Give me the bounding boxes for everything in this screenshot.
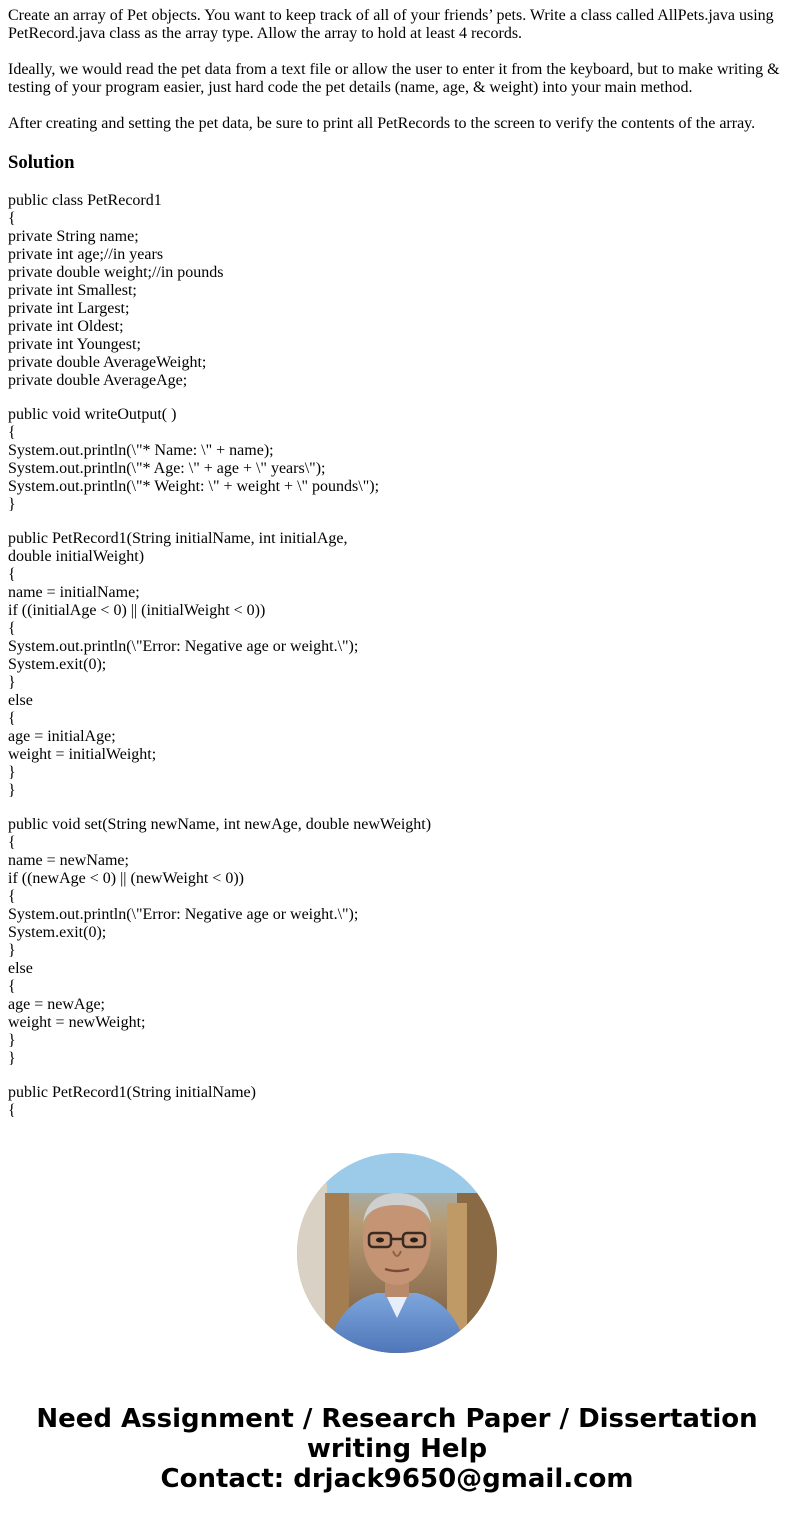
code-line: System.exit(0);: [8, 656, 107, 673]
code-line: private double AverageAge;: [8, 372, 188, 389]
code-line: public PetRecord1(String initialName, int initialAge,: [8, 530, 348, 547]
code-line: private double AverageWeight;: [8, 354, 207, 371]
code-line: else: [8, 692, 33, 709]
code-line: if ((newAge < 0) || (newWeight < 0)): [8, 870, 244, 887]
code-line: public PetRecord1(String initialName): [8, 1084, 256, 1101]
code-line: }: [8, 764, 16, 781]
promo-line-2: writing Help: [306, 1434, 488, 1464]
code-line: {: [8, 834, 16, 851]
code-line: private int Oldest;: [8, 318, 124, 335]
code-line: [8, 390, 786, 406]
code-line: {: [8, 710, 16, 727]
code-line: {: [8, 620, 16, 637]
code-line: {: [8, 888, 16, 905]
code-line: {: [8, 210, 16, 227]
code-line: [8, 514, 786, 530]
code-line: }: [8, 1032, 16, 1049]
code-line: double initialWeight): [8, 548, 145, 565]
code-line: name = newName;: [8, 852, 129, 869]
code-line: private double weight;//in pounds: [8, 264, 224, 281]
promo-line-1: Need Assignment / Research Paper / Dissertation: [36, 1404, 758, 1434]
promo-footer: [0, 1404, 794, 1494]
code-line: private int age;//in years: [8, 246, 164, 263]
code-line: age = newAge;: [8, 996, 105, 1013]
code-line: {: [8, 1102, 16, 1119]
code-line: private int Youngest;: [8, 336, 141, 353]
code-line: System.out.println(\"* Name: \" + name);: [8, 442, 274, 459]
code-line: public class PetRecord1: [8, 192, 162, 209]
code-line: age = initialAge;: [8, 728, 116, 745]
code-line: {: [8, 978, 16, 995]
code-line: else: [8, 960, 33, 977]
promo-contact: Contact: drjack9650@gmail.com: [160, 1464, 634, 1494]
code-line: if ((initialAge < 0) || (initialWeight < 0)): [8, 602, 266, 619]
code-line: [8, 800, 786, 816]
code-line: public void writeOutput( ): [8, 406, 177, 423]
code-line: private String name;: [8, 228, 139, 245]
code-line: System.out.println(\"Error: Negative age or weight.\");: [8, 638, 359, 655]
code-line: System.out.println(\"Error: Negative age or weight.\");: [8, 906, 359, 923]
question-paragraph-1: Create an array of Pet objects. You want to keep track of all of your friends’ pets. Write a class called AllPets.java using PetRecord.java class as the array type. Allow the array to hold at least 4 records.: [8, 7, 774, 42]
author-portrait-icon: [297, 1153, 497, 1353]
code-line: name = initialName;: [8, 584, 140, 601]
code-line: weight = newWeight;: [8, 1014, 146, 1031]
code-line: private int Smallest;: [8, 282, 137, 299]
code-line: weight = initialWeight;: [8, 746, 157, 763]
code-line: }: [8, 1050, 16, 1067]
question-paragraph-2: Ideally, we would read the pet data from a text file or allow the user to enter it from the keyboard, but to make writing & testing of your program easier, just hard code the pet details (name, age, & weight) into your main method.: [8, 61, 780, 96]
code-line: {: [8, 424, 16, 441]
solution-heading: Solution: [8, 152, 75, 173]
code-line: [8, 1068, 786, 1084]
code-line: private int Largest;: [8, 300, 130, 317]
code-line: }: [8, 496, 16, 513]
code-line: {: [8, 566, 16, 583]
code-line: }: [8, 942, 16, 959]
author-avatar: [297, 1153, 497, 1353]
code-line: System.out.println(\"* Age: \" + age + \" years\");: [8, 460, 326, 477]
code-line: }: [8, 782, 16, 799]
solution-code: [8, 192, 786, 1120]
code-line: System.exit(0);: [8, 924, 107, 941]
code-line: System.out.println(\"* Weight: \" + weight + \" pounds\");: [8, 478, 380, 495]
code-line: public void set(String newName, int newAge, double newWeight): [8, 816, 432, 833]
question-paragraph-3: After creating and setting the pet data, be sure to print all PetRecords to the screen to verify the contents of the array.: [8, 115, 756, 132]
code-line: }: [8, 674, 16, 691]
